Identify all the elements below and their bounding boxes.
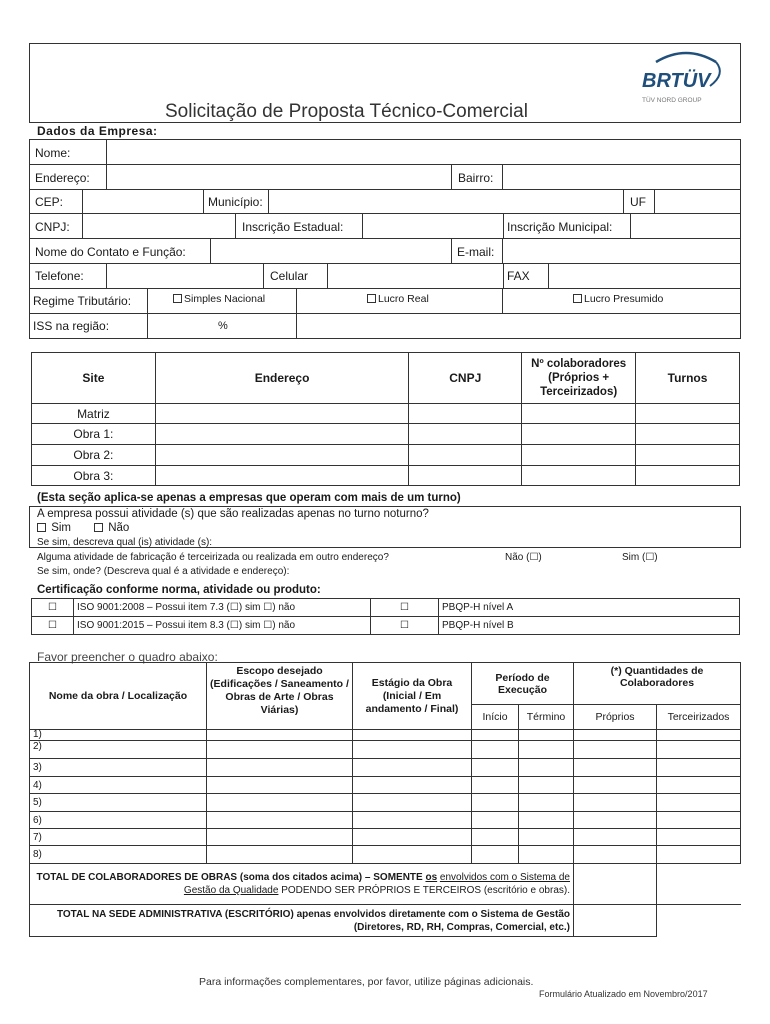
works-cell[interactable] <box>574 846 657 864</box>
works-row-num: 2) <box>30 741 207 759</box>
total-obras-row <box>30 864 741 905</box>
sites-h-site: Site <box>32 353 156 404</box>
sites-h-cnpj: CNPJ <box>409 353 522 404</box>
regime-label: Regime Tributário: <box>33 294 132 308</box>
works-cell[interactable] <box>207 777 353 794</box>
site-cell[interactable] <box>636 445 740 466</box>
table-row <box>32 599 740 617</box>
works-cell[interactable] <box>472 741 519 759</box>
works-h-proprios: Próprios <box>574 705 657 730</box>
site-cell[interactable] <box>522 424 636 445</box>
site-cell[interactable] <box>409 466 522 486</box>
endereco-label: Endereço: <box>35 171 90 185</box>
works-cell[interactable] <box>519 759 574 777</box>
works-cell[interactable] <box>519 741 574 759</box>
municipio-label: Município: <box>208 195 263 209</box>
works-cell[interactable] <box>519 829 574 846</box>
site-cell[interactable] <box>155 404 409 424</box>
municipio-field[interactable] <box>268 190 624 213</box>
email-label: E-mail: <box>457 245 495 259</box>
site-obra2: Obra 2: <box>32 445 156 466</box>
works-cell[interactable] <box>657 846 741 864</box>
works-cell[interactable] <box>207 812 353 829</box>
shift-section-title: (Esta seção aplica-se apenas a empresas que operam com mais de um turno) <box>37 492 461 504</box>
works-cell[interactable] <box>657 759 741 777</box>
shift-nao-option[interactable]: Não <box>94 522 129 534</box>
total-sede-empty <box>657 905 741 937</box>
works-h-termino: Término <box>519 705 574 730</box>
works-cell[interactable] <box>574 829 657 846</box>
table-row <box>32 617 740 635</box>
cert-checkbox[interactable]: ☐ <box>32 617 74 635</box>
footer-note: Para informações complementares, por favor, utilize páginas adicionais. <box>199 976 534 988</box>
works-cell[interactable] <box>207 829 353 846</box>
works-cell[interactable] <box>657 812 741 829</box>
works-cell[interactable] <box>472 846 519 864</box>
works-cell[interactable] <box>519 794 574 812</box>
works-cell[interactable] <box>657 829 741 846</box>
regime-lucro-presumido[interactable]: Lucro Presumido <box>573 293 663 305</box>
lucro-real-checkbox-icon[interactable] <box>367 294 376 303</box>
works-h-escopo: Escopo desejado (Edificações / Saneamento / Obras de Arte / Obras Viárias) <box>207 663 353 730</box>
works-h-estagio: Estágio da Obra (Inicial / Em andamento / Final) <box>353 663 472 730</box>
iss-label: ISS na região: <box>33 319 110 333</box>
cert-checkbox[interactable]: ☐ <box>371 617 439 635</box>
shift-sim-checkbox-icon[interactable] <box>37 523 46 532</box>
site-cell[interactable] <box>522 404 636 424</box>
page-title: Solicitação de Proposta Técnico-Comercial <box>165 101 528 122</box>
table-row <box>32 424 740 445</box>
table-row <box>30 812 741 829</box>
shift-nao-checkbox-icon[interactable] <box>94 523 103 532</box>
logo-text: BRTÜV <box>642 70 711 92</box>
nome-field[interactable] <box>106 140 741 164</box>
works-cell[interactable] <box>519 730 574 741</box>
total-obras-empty <box>657 864 741 905</box>
table-row <box>30 759 741 777</box>
works-cell[interactable] <box>472 829 519 846</box>
table-row <box>30 777 741 794</box>
site-cell[interactable] <box>409 424 522 445</box>
cnpj-field[interactable] <box>82 214 236 238</box>
works-row-num: 3) <box>30 759 207 777</box>
regime-lucro-real[interactable]: Lucro Real <box>367 293 429 305</box>
nome-label: Nome: <box>35 146 71 160</box>
lucro-presumido-checkbox-icon[interactable] <box>573 294 582 303</box>
cert-table <box>31 598 740 635</box>
works-cell[interactable] <box>353 829 472 846</box>
works-h-terceirizados: Terceirizados <box>657 705 741 730</box>
works-cell[interactable] <box>519 812 574 829</box>
uf-field[interactable] <box>654 190 741 213</box>
total-sede-label: TOTAL NA SEDE ADMINISTRATIVA (ESCRITÓRIO) apenas envolvidos diretamente com o Sistema de Gestão (Diretores, RD, RH, Compras, Comercial, etc.) <box>30 905 574 937</box>
inscricao-estadual-field[interactable] <box>362 214 504 238</box>
table-row <box>30 741 741 759</box>
works-cell[interactable] <box>353 794 472 812</box>
works-row-num: 5) <box>30 794 207 812</box>
works-cell[interactable] <box>574 794 657 812</box>
works-cell[interactable] <box>574 730 657 741</box>
works-cell[interactable] <box>353 741 472 759</box>
site-cell[interactable] <box>636 424 740 445</box>
site-cell[interactable] <box>155 466 409 486</box>
fax-field[interactable] <box>548 264 741 288</box>
site-cell[interactable] <box>636 466 740 486</box>
works-h-qtd: (*) Quantidades de Colaboradores <box>574 663 741 705</box>
cert-checkbox[interactable]: ☐ <box>32 599 74 617</box>
outsourced-nao[interactable]: Não (☐) <box>505 552 542 563</box>
site-obra1: Obra 1: <box>32 424 156 445</box>
site-cell[interactable] <box>155 424 409 445</box>
works-row-num: 6) <box>30 812 207 829</box>
works-cell[interactable] <box>472 759 519 777</box>
table-row <box>30 794 741 812</box>
uf-label: UF <box>630 195 646 209</box>
outsourced-where: Se sim, onde? (Descreva qual é a atividade e endereço): <box>37 566 290 577</box>
shift-question: A empresa possui atividade (s) que são realizadas apenas no turno noturno? <box>37 508 429 520</box>
site-cell[interactable] <box>409 445 522 466</box>
table-row <box>32 466 740 486</box>
works-cell[interactable] <box>657 794 741 812</box>
works-row-num: 8) <box>30 846 207 864</box>
works-cell[interactable] <box>574 759 657 777</box>
works-cell[interactable] <box>657 777 741 794</box>
works-cell[interactable] <box>519 846 574 864</box>
cert-pbqp-b: PBQP-H nível B <box>439 617 740 635</box>
works-cell[interactable] <box>519 777 574 794</box>
cert-section-title: Certificação conforme norma, atividade ou produto: <box>37 584 321 596</box>
works-cell[interactable] <box>353 846 472 864</box>
site-cell[interactable] <box>522 445 636 466</box>
sites-h-colaboradores: Nº colaboradores (Próprios + Terceirizados) <box>522 353 636 404</box>
site-cell[interactable] <box>155 445 409 466</box>
works-cell[interactable] <box>574 741 657 759</box>
works-h-inicio: Início <box>472 705 519 730</box>
endereco-field[interactable] <box>106 165 452 189</box>
sites-header-row <box>32 353 740 404</box>
cert-iso2008: ISO 9001:2008 – Possui item 7.3 (☐) sim ☐) não <box>74 599 371 617</box>
works-table <box>29 662 741 937</box>
works-cell[interactable] <box>657 730 741 741</box>
regime-simples[interactable]: Simples Nacional <box>173 293 265 305</box>
site-matriz: Matriz <box>32 404 156 424</box>
works-cell[interactable] <box>207 846 353 864</box>
table-row <box>30 730 741 741</box>
works-row-num: 1) <box>30 730 207 741</box>
sites-h-turnos: Turnos <box>636 353 740 404</box>
bairro-field[interactable] <box>502 165 741 189</box>
table-row <box>32 445 740 466</box>
shift-describe: Se sim, descreva qual (is) atividade (s): <box>37 537 213 548</box>
cert-iso2015: ISO 9001:2015 – Possui item 8.3 (☐) sim ☐) não <box>74 617 371 635</box>
cert-checkbox[interactable]: ☐ <box>371 599 439 617</box>
bairro-label: Bairro: <box>458 171 494 185</box>
table-row <box>30 846 741 864</box>
works-cell[interactable] <box>472 812 519 829</box>
works-h-nome: Nome da obra / Localização <box>30 663 207 730</box>
works-cell[interactable] <box>207 759 353 777</box>
works-cell[interactable] <box>353 730 472 741</box>
celular-label: Celular <box>270 269 309 283</box>
works-row-num: 4) <box>30 777 207 794</box>
cnpj-label: CNPJ: <box>35 220 70 234</box>
works-cell[interactable] <box>353 777 472 794</box>
footer-updated: Formulário Atualizado em Novembro/2017 <box>539 989 708 999</box>
works-header-row <box>30 663 741 705</box>
works-cell[interactable] <box>472 777 519 794</box>
table-row <box>30 829 741 846</box>
contato-label: Nome do Contato e Função: <box>35 245 186 259</box>
inscricao-municipal-label: Inscrição Municipal: <box>507 220 613 234</box>
works-intro: Favor preencher o quadro abaixo: <box>37 650 218 664</box>
iss-percent: % <box>218 320 228 332</box>
total-sede-proprios[interactable] <box>574 905 657 937</box>
cert-pbqp-a: PBQP-H nível A <box>439 599 740 617</box>
cep-field[interactable] <box>82 190 204 213</box>
works-row-num: 7) <box>30 829 207 846</box>
simples-checkbox-icon[interactable] <box>173 294 182 303</box>
fax-label: FAX <box>507 269 530 283</box>
total-obras-proprios[interactable] <box>574 864 657 905</box>
table-row <box>32 404 740 424</box>
works-cell[interactable] <box>353 759 472 777</box>
brand-logo <box>636 48 726 108</box>
sites-table <box>31 352 740 486</box>
telefone-field[interactable] <box>106 264 264 288</box>
company-section-title: Dados da Empresa: <box>37 124 158 138</box>
telefone-label: Telefone: <box>35 269 84 283</box>
site-cell[interactable] <box>636 404 740 424</box>
total-obras-label: TOTAL DE COLABORADORES DE OBRAS (soma dos citados acima) – SOMENTE os envolvidos com o Sistema de Gestão da Qualidade PODENDO SER PRÓPRIOS E TERCEIROS (escritório e obras). <box>30 864 574 905</box>
works-cell[interactable] <box>353 812 472 829</box>
works-cell[interactable] <box>207 741 353 759</box>
celular-field[interactable] <box>327 264 504 288</box>
works-cell[interactable] <box>574 777 657 794</box>
works-h-periodo: Período de Execução <box>472 663 574 705</box>
total-sede-row <box>30 905 741 937</box>
logo-subtitle: TÜV NORD GROUP <box>642 97 702 104</box>
inscricao-estadual-label: Inscrição Estadual: <box>242 220 344 234</box>
email-field[interactable] <box>502 239 741 263</box>
site-obra3: Obra 3: <box>32 466 156 486</box>
contato-field[interactable] <box>210 239 452 263</box>
works-cell[interactable] <box>657 741 741 759</box>
site-cell[interactable] <box>522 466 636 486</box>
works-cell[interactable] <box>472 794 519 812</box>
sites-h-endereco: Endereço <box>155 353 409 404</box>
outsourced-question: Alguma atividade de fabricação é terceirizada ou realizada em outro endereço? <box>37 552 389 563</box>
works-cell[interactable] <box>472 730 519 741</box>
site-cell[interactable] <box>409 404 522 424</box>
inscricao-municipal-field[interactable] <box>630 214 741 238</box>
cep-label: CEP: <box>35 195 64 209</box>
shift-sim-option[interactable]: Sim <box>37 522 71 534</box>
outsourced-sim[interactable]: Sim (☐) <box>622 552 658 563</box>
regime-divider-2 <box>502 289 503 313</box>
works-cell[interactable] <box>574 812 657 829</box>
works-cell[interactable] <box>207 730 353 741</box>
works-cell[interactable] <box>207 794 353 812</box>
